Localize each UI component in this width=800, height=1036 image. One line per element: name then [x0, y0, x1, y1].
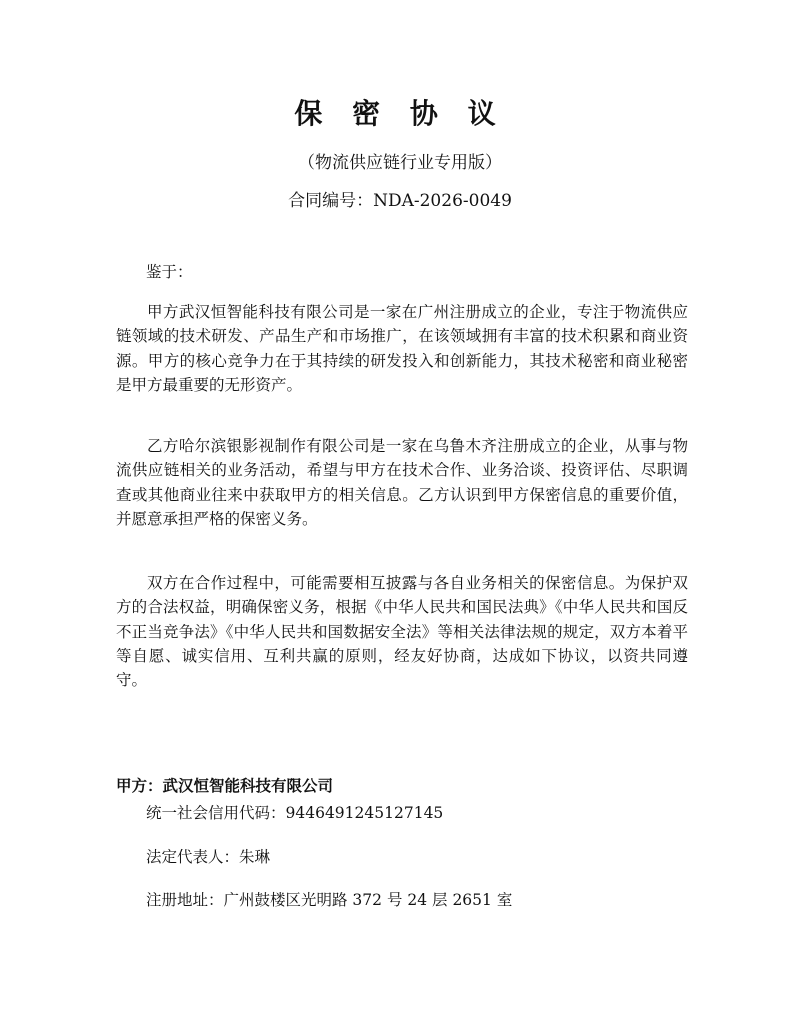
paragraph-party-a-intro: 甲方武汉恒智能科技有限公司是一家在广州注册成立的企业，专注于物流供应链领域的技术研发、产品生产和市场推广，在该领域拥有丰富的技术积累和商业资源。甲方的核心竞争力在于其持续的研发投入和创新能力，其技术秘密和商业秘密是甲方最重要的无形资产。: [116, 303, 688, 394]
document-title: 保 密 协 议: [294, 97, 506, 130]
party-a-address: 注册地址：广州鼓楼区光明路 372 号 24 层 2651 室: [146, 891, 513, 909]
contract-number: 合同编号：NDA-2026-0049: [288, 191, 512, 211]
whereas-label: 鉴于：: [146, 263, 193, 281]
party-a-heading: 甲方：武汉恒智能科技有限公司: [116, 777, 334, 795]
party-a-legal-representative: 法定代表人：朱琳: [146, 848, 271, 866]
party-a-credit-code: 统一社会信用代码：9446491245127145: [146, 804, 444, 822]
document-subtitle: （物流供应链行业专用版）: [298, 153, 502, 173]
paragraph-party-b-intro: 乙方哈尔滨银影视制作有限公司是一家在乌鲁木齐注册成立的企业，从事与物流供应链相关的业务活动，希望与甲方在技术合作、业务洽谈、投资评估、尽职调查或其他商业往来中获取甲方的相关信息。乙方认识到甲方保密信息的重要价值，并愿意承担严格的保密义务。: [116, 437, 688, 528]
paragraph-purpose: 双方在合作过程中，可能需要相互披露与各自业务相关的保密信息。为保护双方的合法权益，明确保密义务，根据《中华人民共和国民法典》《中华人民共和国反不正当竞争法》《中华人民共和国数据安全法》等相关法律法规的规定，双方本着平等自愿、诚实信用、互利共赢的原则，经友好协商，达成如下协议，以资共同遵守。: [116, 574, 688, 690]
